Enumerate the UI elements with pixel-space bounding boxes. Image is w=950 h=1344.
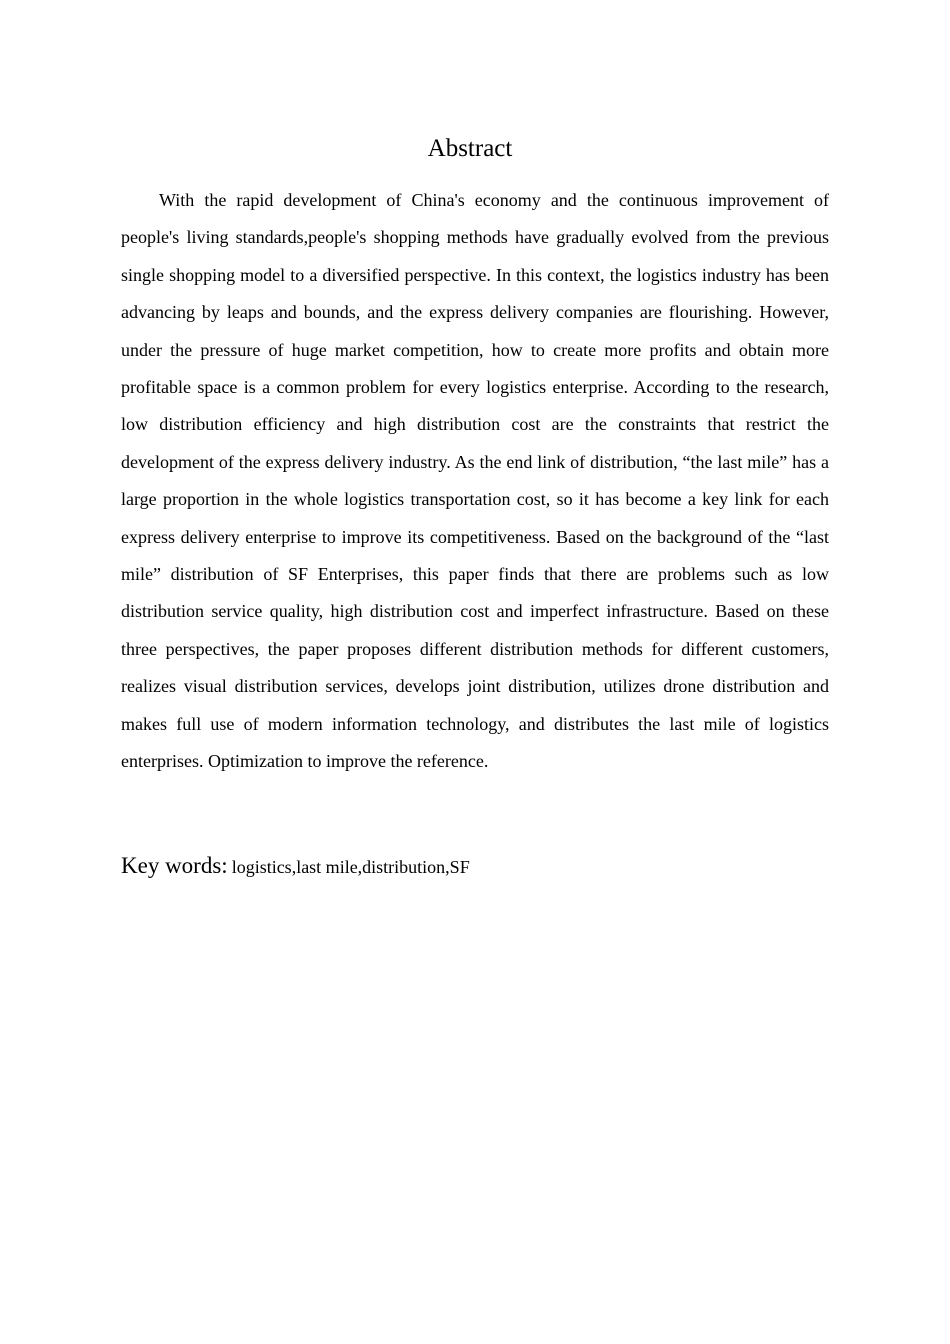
keywords-label: Key words: bbox=[121, 853, 228, 878]
keywords-value: logistics,last mile,distribution,SF bbox=[231, 857, 470, 877]
keywords-line bbox=[121, 853, 829, 879]
abstract-title: Abstract bbox=[427, 135, 513, 162]
abstract-body: With the rapid development of China's economy and the continuous improvement of people's living standards,people's shopping methods have gradually evolved from the previous single shopping model to a diversified perspective. In this context, the logistics industry has been advancing by leaps and bounds, and the express delivery companies are flourishing. However, under the pressure of huge market competition, how to create more profits and obtain more profitable space is a common problem for every logistics enterprise. According to the research, low distribution efficiency and high distribution cost are the constraints that restrict the development of the express delivery industry. As the end link of distribution, “the last mile” has a large proportion in the whole logistics transportation cost, so it has become a key link for each express delivery enterprise to improve its competitiveness. Based on the background of the “last mile” distribution of SF Enterprises, this paper finds that there are problems such as low distribution service quality, high distribution cost and imperfect infrastructure. Based on these three perspectives, the paper proposes different distribution methods for different customers, realizes visual distribution services, develops joint distribution, utilizes drone distribution and makes full use of modern information technology, and distributes the last mile of logistics enterprises. Optimization to improve the reference. bbox=[121, 190, 829, 772]
